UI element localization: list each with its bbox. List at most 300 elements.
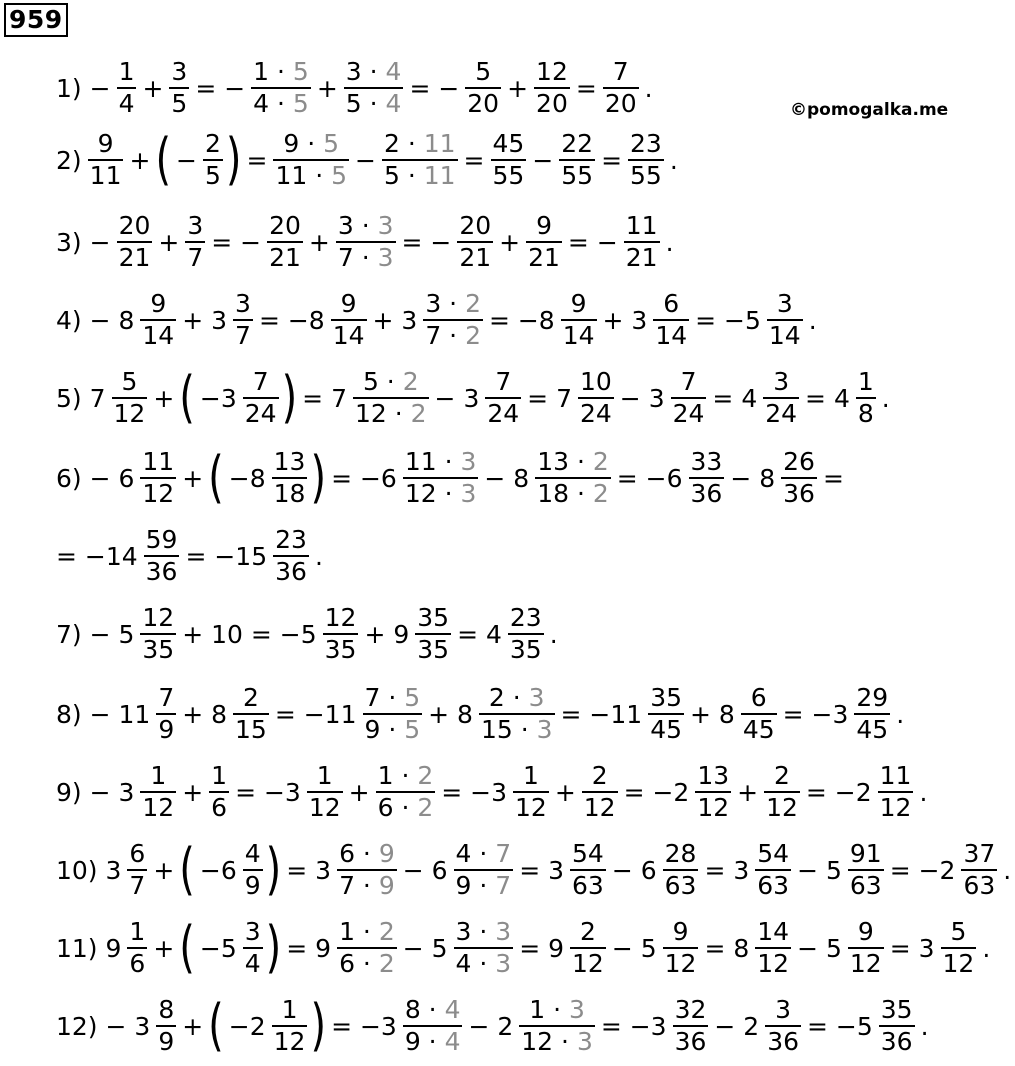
numerator: 1 · 2 (377, 761, 434, 790)
fraction (941, 917, 977, 979)
numerator: 59 (145, 525, 178, 554)
fraction (559, 129, 595, 191)
numerator: 1 · 3 (529, 995, 585, 1024)
fraction (243, 917, 263, 979)
parenthesis: ( (155, 127, 172, 193)
expression-text: + (308, 227, 330, 257)
expression-text: . (881, 383, 890, 413)
fraction (233, 289, 253, 351)
denominator: 7 · 3 (337, 243, 394, 272)
numerator: 7 · 5 (364, 683, 421, 712)
expression-text: − 5 (611, 933, 657, 963)
multiplier: 3 (495, 949, 512, 978)
expression-text: . (808, 305, 817, 335)
denominator: 18 (273, 479, 306, 508)
denominator: 11 · 5 (275, 161, 348, 190)
fraction (336, 211, 396, 273)
numerator: 28 (664, 839, 697, 868)
expression-text: − (176, 145, 197, 175)
fraction (648, 683, 684, 745)
numerator: 5 (950, 917, 967, 946)
expression-text: = −2 (889, 855, 956, 885)
denominator: 6 · 2 (339, 949, 395, 978)
denominator: 45 (742, 715, 775, 744)
expression-text: 12) − 3 (56, 1011, 151, 1041)
parenthesis: ) (310, 993, 327, 1059)
expression-text: − 6 (402, 855, 448, 885)
fraction (763, 367, 799, 429)
expression-text: + (182, 463, 204, 493)
expression-text: = 3 (704, 855, 750, 885)
multiplier: 5 (331, 161, 348, 190)
denominator: 11 (89, 161, 122, 190)
multiplier: 9 (378, 871, 395, 900)
numerator: 54 (572, 839, 604, 868)
expression-text: = 9 (286, 933, 332, 963)
denominator: 15 (235, 715, 267, 744)
denominator: 12 (664, 949, 697, 978)
fraction (767, 289, 803, 351)
multiplier: 3 (377, 211, 394, 240)
fraction (561, 289, 597, 351)
fraction (695, 761, 731, 823)
expression-text: − 6 (611, 855, 657, 885)
multiplier: 3 (576, 1027, 593, 1056)
multiplier: 3 (377, 243, 394, 272)
expression-text: = −6 (331, 463, 397, 493)
fraction (144, 525, 180, 587)
expression-text: . (982, 933, 991, 963)
numerator: 91 (849, 839, 882, 868)
expression-text: + 10 = −5 (182, 619, 317, 649)
fraction (382, 129, 458, 191)
multiplier: 4 (444, 995, 461, 1024)
expression-text: + 8 (182, 699, 228, 729)
expression-text: . (669, 145, 678, 175)
watermark: ©pomogalka.me (790, 100, 949, 120)
numerator: 9 (340, 289, 357, 318)
expression-text: = − (409, 73, 460, 103)
fraction (663, 839, 699, 901)
multiplier: 3 (495, 917, 512, 946)
denominator: 12 · 2 (354, 399, 427, 428)
denominator: 14 (332, 321, 365, 350)
fraction (376, 761, 436, 823)
expression-text: + (316, 73, 338, 103)
fraction (961, 839, 997, 901)
numerator: 3 (775, 995, 792, 1024)
parenthesis: ( (179, 837, 195, 903)
denominator: 9 · 5 (364, 715, 421, 744)
denominator: 35 (509, 635, 542, 664)
multiplier: 2 (465, 289, 481, 318)
denominator: 12 (757, 949, 790, 978)
expression-text: = −2 (805, 777, 872, 807)
equation-line (52, 915, 994, 981)
equation-line (52, 365, 894, 431)
expression-text: = −3 (441, 777, 507, 807)
expression-text: = 9 (519, 933, 565, 963)
expression-text: = −11 (274, 699, 357, 729)
multiplier: 4 (385, 57, 402, 86)
denominator: 36 (767, 1027, 800, 1056)
multiplier: 3 (460, 447, 477, 476)
expression-text: . (919, 777, 928, 807)
denominator: 36 (880, 1027, 913, 1056)
multiplier: 2 (417, 761, 434, 790)
multiplier: 5 (404, 715, 421, 744)
expression-text: = −6 (616, 463, 683, 493)
multiplier: 4 (444, 1027, 461, 1056)
denominator: 45 (856, 715, 889, 744)
expression-text: = −8 (258, 305, 325, 335)
fraction (337, 917, 397, 979)
expression-text: + (153, 383, 175, 413)
denominator: 7 (187, 243, 204, 272)
numerator: 22 (561, 129, 594, 158)
denominator: 7 · 9 (339, 871, 395, 900)
denominator: 36 (690, 479, 723, 508)
denominator: 9 (158, 715, 175, 744)
numerator: 32 (674, 995, 707, 1024)
fraction (156, 995, 176, 1057)
expression-text: = − (211, 227, 262, 257)
denominator: 63 (757, 871, 790, 900)
expression-text: 10) 3 (56, 855, 122, 885)
denominator: 4 (118, 89, 135, 118)
numerator: 13 (273, 447, 306, 476)
expression-text: − 3 (434, 383, 480, 413)
expression-text: + (153, 855, 175, 885)
denominator: 4 · 3 (455, 949, 512, 978)
denominator: 24 (487, 399, 520, 428)
multiplier: 5 (292, 89, 309, 118)
numerator: 1 (118, 57, 135, 86)
denominator: 9 (244, 871, 261, 900)
denominator: 35 (142, 635, 175, 664)
fraction (485, 367, 521, 429)
expression-text: = 3 (286, 855, 332, 885)
fraction (534, 57, 570, 119)
fraction (127, 839, 147, 901)
numerator: 2 (205, 129, 221, 158)
numerator: 2 (774, 761, 790, 790)
numerator: 4 (244, 839, 261, 868)
equation-line (52, 290, 821, 350)
fraction (403, 447, 479, 509)
denominator: 5 (171, 89, 188, 118)
numerator: 26 (783, 447, 815, 476)
fraction (344, 57, 404, 119)
expression-text: 7) − 5 (56, 619, 135, 649)
expression-text: −5 (199, 933, 237, 963)
fraction (88, 129, 124, 191)
expression-text: + (142, 73, 164, 103)
denominator: 21 (459, 243, 492, 272)
numerator: 1 (129, 917, 146, 946)
numerator: 35 (650, 683, 682, 712)
fraction (127, 917, 147, 979)
expression-text: 9) − 3 (56, 777, 135, 807)
expression-text: 4) − 8 (56, 305, 135, 335)
fraction (337, 839, 397, 901)
fraction (233, 683, 269, 745)
numerator: 7 (612, 57, 629, 86)
numerator: 11 (879, 761, 912, 790)
parenthesis: ( (208, 445, 224, 511)
multiplier: 5 (292, 57, 309, 86)
fraction (267, 211, 303, 273)
expression-text: = (463, 145, 485, 175)
expression-text: = 3 (519, 855, 565, 885)
equation-line (52, 837, 1015, 903)
expression-text: − (355, 145, 376, 175)
fraction (140, 603, 176, 665)
fraction (854, 683, 890, 745)
denominator: 21 (528, 243, 560, 272)
parenthesis: ( (179, 365, 195, 431)
numerator: 8 · 4 (404, 995, 461, 1024)
expression-text: = −2 (623, 777, 690, 807)
numerator: 11 · 3 (404, 447, 477, 476)
expression-text: . (665, 227, 674, 257)
denominator: 5 · 11 (383, 161, 456, 190)
denominator: 63 (963, 871, 996, 900)
expression-text: + 3 (182, 305, 228, 335)
expression-text: . (1003, 855, 1012, 885)
numerator: 9 (536, 211, 552, 240)
numerator: 12 (536, 57, 568, 86)
fraction (689, 447, 725, 509)
fraction (423, 289, 483, 351)
denominator: 12 (142, 479, 175, 508)
fraction (764, 761, 800, 823)
expression-text: 5) 7 (56, 383, 106, 413)
expression-text: −6 (199, 855, 237, 885)
expression-text: − 8 (484, 463, 530, 493)
expression-text: = −15 (185, 541, 268, 571)
multiplier: 3 (460, 479, 477, 508)
numerator: 10 (579, 367, 612, 396)
expression-text: + (348, 777, 370, 807)
expression-text: = − (401, 227, 452, 257)
fraction (112, 367, 148, 429)
numerator: 7 (252, 367, 269, 396)
denominator: 8 (857, 399, 874, 428)
multiplier: 2 (592, 479, 609, 508)
expression-text: . (920, 1011, 929, 1041)
denominator: 21 (625, 243, 658, 272)
expression-text: = −11 (560, 699, 643, 729)
fraction (251, 57, 311, 119)
expression-text: + (554, 777, 576, 807)
multiplier: 9 (378, 839, 395, 868)
denominator: 36 (145, 557, 178, 586)
expression-text: = 4 (805, 383, 850, 413)
denominator: 55 (561, 161, 594, 190)
expression-text: + (182, 1011, 204, 1041)
fraction (156, 683, 176, 745)
numerator: 3 (187, 211, 204, 240)
numerator: 6 (750, 683, 767, 712)
numerator: 12 (324, 603, 357, 632)
fraction (765, 995, 801, 1057)
expression-text: − 8 (730, 463, 776, 493)
expression-text: + (737, 777, 759, 807)
numerator: 2 (579, 917, 596, 946)
multiplier: 2 (378, 917, 395, 946)
expression-text: − 5 (797, 933, 842, 963)
multiplier: 11 (423, 161, 456, 190)
fraction (479, 683, 555, 745)
expression-text: − (532, 145, 554, 175)
expression-text: = −8 (488, 305, 555, 335)
fraction (879, 995, 915, 1057)
numerator: 9 (97, 129, 114, 158)
fraction (185, 211, 205, 273)
expression-text: + 8 (428, 699, 473, 729)
numerator: 2 · 3 (488, 683, 545, 712)
parenthesis: ( (179, 915, 195, 981)
expression-text: + (499, 227, 521, 257)
numerator: 20 (269, 211, 301, 240)
denominator: 12 (583, 793, 616, 822)
expression-text: −3 (199, 383, 237, 413)
numerator: 3 · 2 (425, 289, 481, 318)
numerator: 20 (459, 211, 492, 240)
fraction (578, 367, 614, 429)
denominator: 7 (129, 871, 146, 900)
fraction (663, 917, 699, 979)
fraction (653, 289, 689, 351)
equation-line (52, 684, 908, 744)
fraction (403, 995, 463, 1057)
fraction (535, 447, 611, 509)
expression-text: = (822, 463, 844, 493)
numerator: 3 (171, 57, 188, 86)
fraction (243, 839, 263, 901)
numerator: 23 (509, 603, 542, 632)
denominator: 12 (879, 793, 912, 822)
multiplier: 11 (423, 129, 456, 158)
numerator: 6 (129, 839, 146, 868)
multiplier: 7 (495, 871, 512, 900)
expression-text: = (575, 73, 597, 103)
denominator: 55 (630, 161, 662, 190)
expression-text: + 8 (690, 699, 735, 729)
numerator: 11 (625, 211, 658, 240)
fraction (331, 289, 367, 351)
expression-text: . (644, 73, 653, 103)
numerator: 23 (275, 525, 307, 554)
numerator: 1 · 5 (253, 57, 309, 86)
expression-text: = 7 (527, 383, 572, 413)
denominator: 63 (849, 871, 882, 900)
fraction (272, 447, 308, 509)
denominator: 6 (211, 793, 228, 822)
denominator: 5 (205, 161, 221, 190)
expression-text: −8 (228, 463, 266, 493)
fraction (673, 995, 709, 1057)
denominator: 36 (674, 1027, 707, 1056)
denominator: 63 (664, 871, 697, 900)
numerator: 33 (690, 447, 723, 476)
numerator: 9 (857, 917, 874, 946)
multiplier: 3 (528, 683, 545, 712)
numerator: 35 (880, 995, 913, 1024)
equation-line (52, 993, 933, 1059)
expression-text: = 4 (457, 619, 502, 649)
fraction (570, 839, 606, 901)
numerator: 9 (150, 289, 167, 318)
numerator: 5 · 2 (362, 367, 419, 396)
fraction (856, 367, 876, 429)
denominator: 12 (697, 793, 730, 822)
denominator: 12 (142, 793, 175, 822)
numerator: 3 (244, 917, 261, 946)
numerator: 14 (757, 917, 790, 946)
fraction (454, 917, 514, 979)
denominator: 5 · 4 (345, 89, 402, 118)
numerator: 1 (150, 761, 167, 790)
equation-line (52, 212, 678, 272)
denominator: 12 · 3 (521, 1027, 593, 1056)
fraction (519, 995, 595, 1057)
fraction (169, 57, 189, 119)
expression-text: 8) − 11 (56, 699, 151, 729)
numerator: 3 · 3 (455, 917, 512, 946)
fraction (755, 917, 791, 979)
fraction (465, 57, 501, 119)
fraction (491, 129, 527, 191)
numerator: 35 (417, 603, 450, 632)
numerator: 9 (570, 289, 587, 318)
multiplier: 2 (592, 447, 609, 476)
expression-text: + (158, 227, 180, 257)
expression-text: + (182, 777, 204, 807)
problem-number: 959 (4, 3, 68, 37)
numerator: 3 (776, 289, 793, 318)
fraction (273, 129, 349, 191)
multiplier: 2 (410, 399, 427, 428)
expression-text: 1) − (56, 73, 111, 103)
expression-text: −2 (228, 1011, 266, 1041)
numerator: 29 (856, 683, 889, 712)
denominator: 24 (579, 399, 612, 428)
expression-text: 11) 9 (56, 933, 122, 963)
expression-text: = −3 (331, 1011, 397, 1041)
fraction (273, 525, 309, 587)
denominator: 4 (244, 949, 261, 978)
numerator: 1 (211, 761, 228, 790)
numerator: 8 (158, 995, 175, 1024)
expression-text: = 4 (712, 383, 758, 413)
multiplier: 5 (323, 129, 340, 158)
numerator: 3 · 4 (345, 57, 402, 86)
denominator: 6 (129, 949, 146, 978)
multiplier: 3 (536, 715, 553, 744)
denominator: 9 · 4 (404, 1027, 461, 1056)
fraction (117, 57, 137, 119)
fraction (741, 683, 777, 745)
denominator: 12 (766, 793, 798, 822)
denominator: 12 · 3 (404, 479, 477, 508)
multiplier: 2 (417, 793, 434, 822)
denominator: 24 (765, 399, 798, 428)
denominator: 14 (655, 321, 688, 350)
fraction (140, 289, 176, 351)
fraction (307, 761, 343, 823)
